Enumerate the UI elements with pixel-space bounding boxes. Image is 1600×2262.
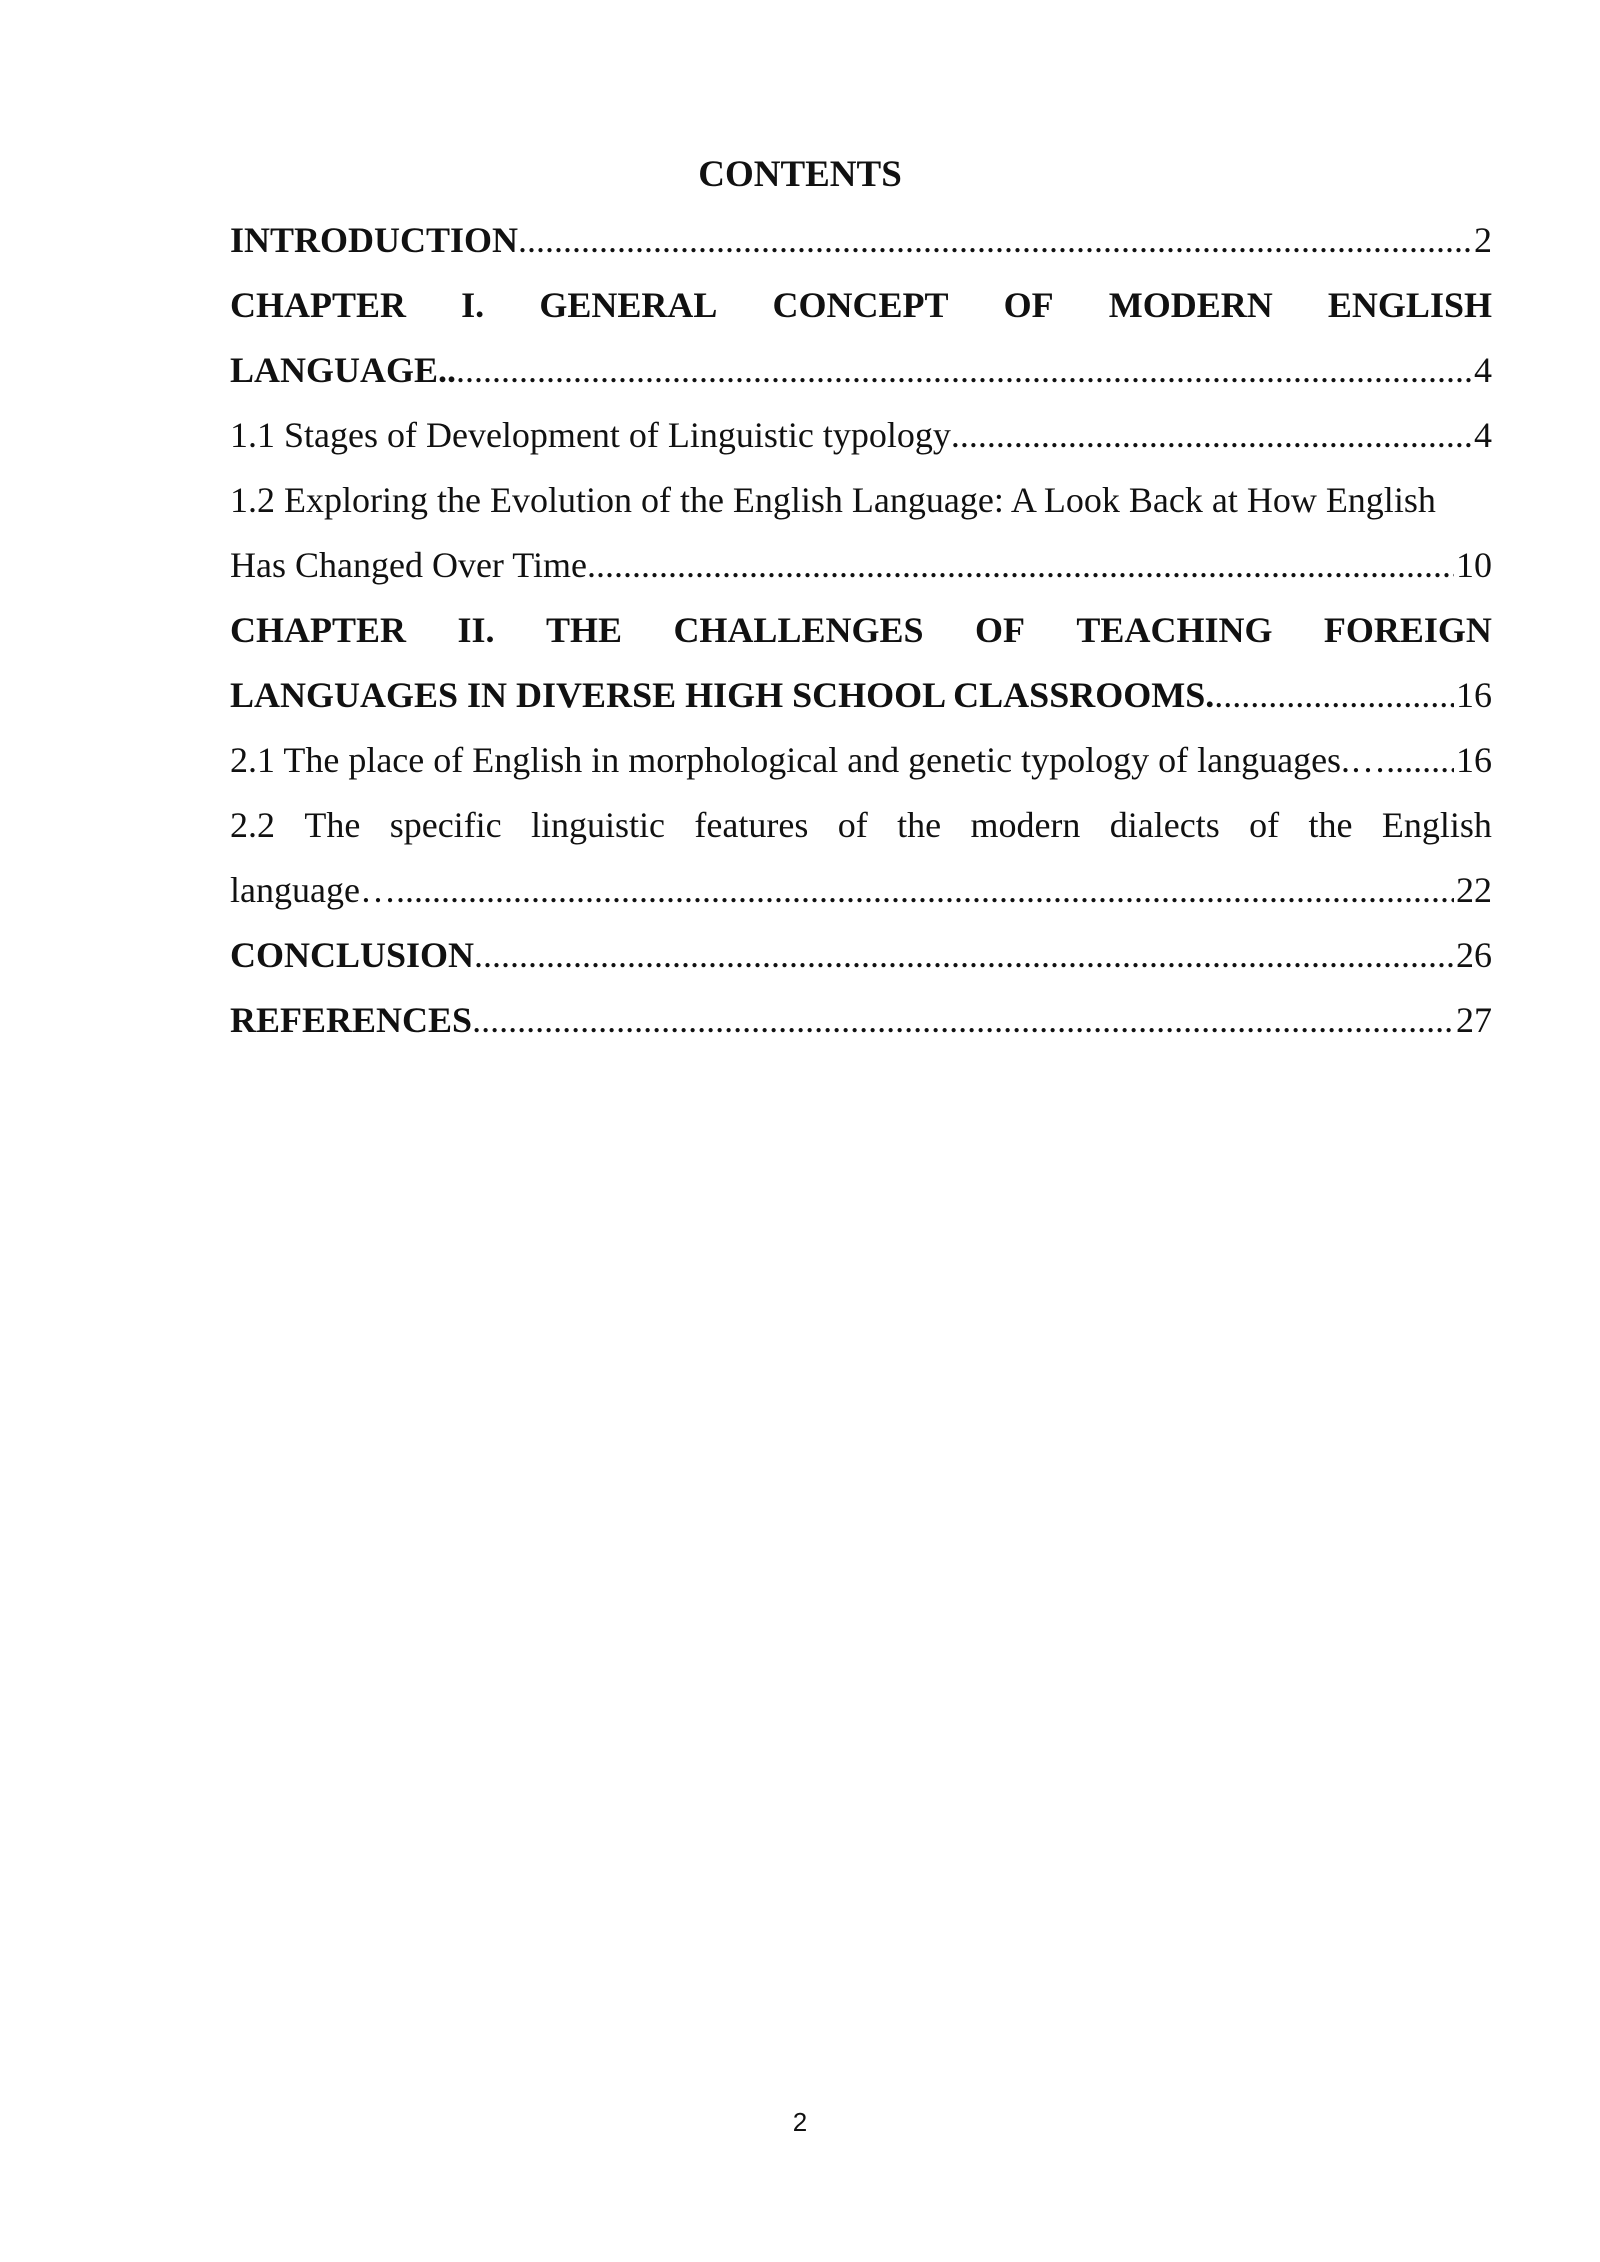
dot-leader (587, 538, 1454, 592)
page-number: 2 (792, 2107, 808, 2137)
dot-leader (456, 343, 1472, 397)
toc-word: THE (545, 610, 622, 650)
toc-entry-chapter-1-continued[interactable] (230, 343, 1492, 408)
toc-word: dialects (1109, 805, 1220, 845)
toc-entry-label: LANGUAGE.. (230, 350, 457, 390)
toc-word: specific (389, 805, 502, 845)
toc-page-number: 4 (1474, 415, 1492, 455)
toc-page-number: 4 (1474, 350, 1492, 390)
dot-leader (1386, 733, 1454, 787)
toc-entry-label: 1.2 Exploring the Evolution of the English Language: A Look Back at How English (230, 480, 1436, 520)
toc-word: OF (1003, 285, 1054, 325)
toc-entry-label: 1.1 Stages of Development of Linguistic typology (230, 415, 951, 455)
toc-entry-label: language… (230, 870, 396, 910)
toc-entry-conclusion[interactable] (230, 928, 1492, 993)
toc-entry-chapter-2[interactable] (230, 603, 1492, 668)
toc-entry-section-2-2-continued[interactable] (230, 863, 1492, 928)
toc-word: of (837, 805, 868, 845)
toc-entry-chapter-1[interactable] (230, 278, 1492, 343)
toc-entry-introduction[interactable] (230, 213, 1492, 278)
toc-word: CONCEPT (772, 285, 949, 325)
toc-word: I. (461, 285, 485, 325)
dot-leader (1214, 668, 1454, 722)
table-of-contents (230, 213, 1492, 1058)
toc-page-number: 10 (1456, 545, 1492, 585)
dot-leader (518, 213, 1472, 267)
toc-word: features (694, 805, 809, 845)
toc-page-number: 27 (1456, 1000, 1492, 1040)
toc-word: the (897, 805, 942, 845)
toc-page-number: 16 (1456, 740, 1492, 780)
toc-word: CHAPTER (230, 610, 407, 650)
dot-leader (474, 928, 1454, 982)
toc-entry-chapter-2-continued[interactable] (230, 668, 1492, 733)
dot-leader (951, 408, 1472, 462)
toc-entry-section-1-1[interactable] (230, 408, 1492, 473)
toc-word: CHALLENGES (673, 610, 924, 650)
toc-word: of (1249, 805, 1280, 845)
toc-word: The (304, 805, 361, 845)
toc-page-number: 16 (1456, 675, 1492, 715)
toc-word: CHAPTER (230, 285, 407, 325)
toc-entry-references[interactable] (230, 993, 1492, 1058)
toc-word: English (1381, 805, 1492, 845)
toc-word: TEACHING (1076, 610, 1273, 650)
toc-entry-label: INTRODUCTION (230, 220, 519, 260)
toc-word: OF (974, 610, 1025, 650)
toc-entry-section-2-2[interactable] (230, 798, 1492, 863)
toc-entry-label: Has Changed Over Time (230, 545, 587, 585)
toc-entry-label: CONCLUSION (230, 935, 475, 975)
toc-entry-section-2-1[interactable] (230, 733, 1492, 798)
toc-page-number: 2 (1474, 220, 1492, 260)
page-title: CONTENTS (698, 154, 902, 195)
toc-page-number: 26 (1456, 935, 1492, 975)
toc-word: 2.2 (230, 805, 275, 845)
toc-word: the (1308, 805, 1353, 845)
toc-entry-label: REFERENCES (230, 1000, 473, 1040)
toc-word: FOREIGN (1323, 610, 1492, 650)
toc-word: ENGLISH (1327, 285, 1492, 325)
toc-page-number: 22 (1456, 870, 1492, 910)
dot-leader (472, 993, 1454, 1047)
toc-entry-section-1-2-continued[interactable] (230, 538, 1492, 603)
toc-word: II. (457, 610, 495, 650)
toc-entry-label: 2.1 The place of English in morphological and genetic typology of languages.… (230, 740, 1387, 780)
toc-word: modern (970, 805, 1081, 845)
toc-word: GENERAL (539, 285, 718, 325)
toc-word: linguistic (531, 805, 666, 845)
toc-entry-section-1-2[interactable] (230, 473, 1492, 538)
toc-word: MODERN (1108, 285, 1273, 325)
dot-leader (396, 863, 1454, 917)
toc-entry-label: LANGUAGES IN DIVERSE HIGH SCHOOL CLASSROOMS. (230, 675, 1215, 715)
